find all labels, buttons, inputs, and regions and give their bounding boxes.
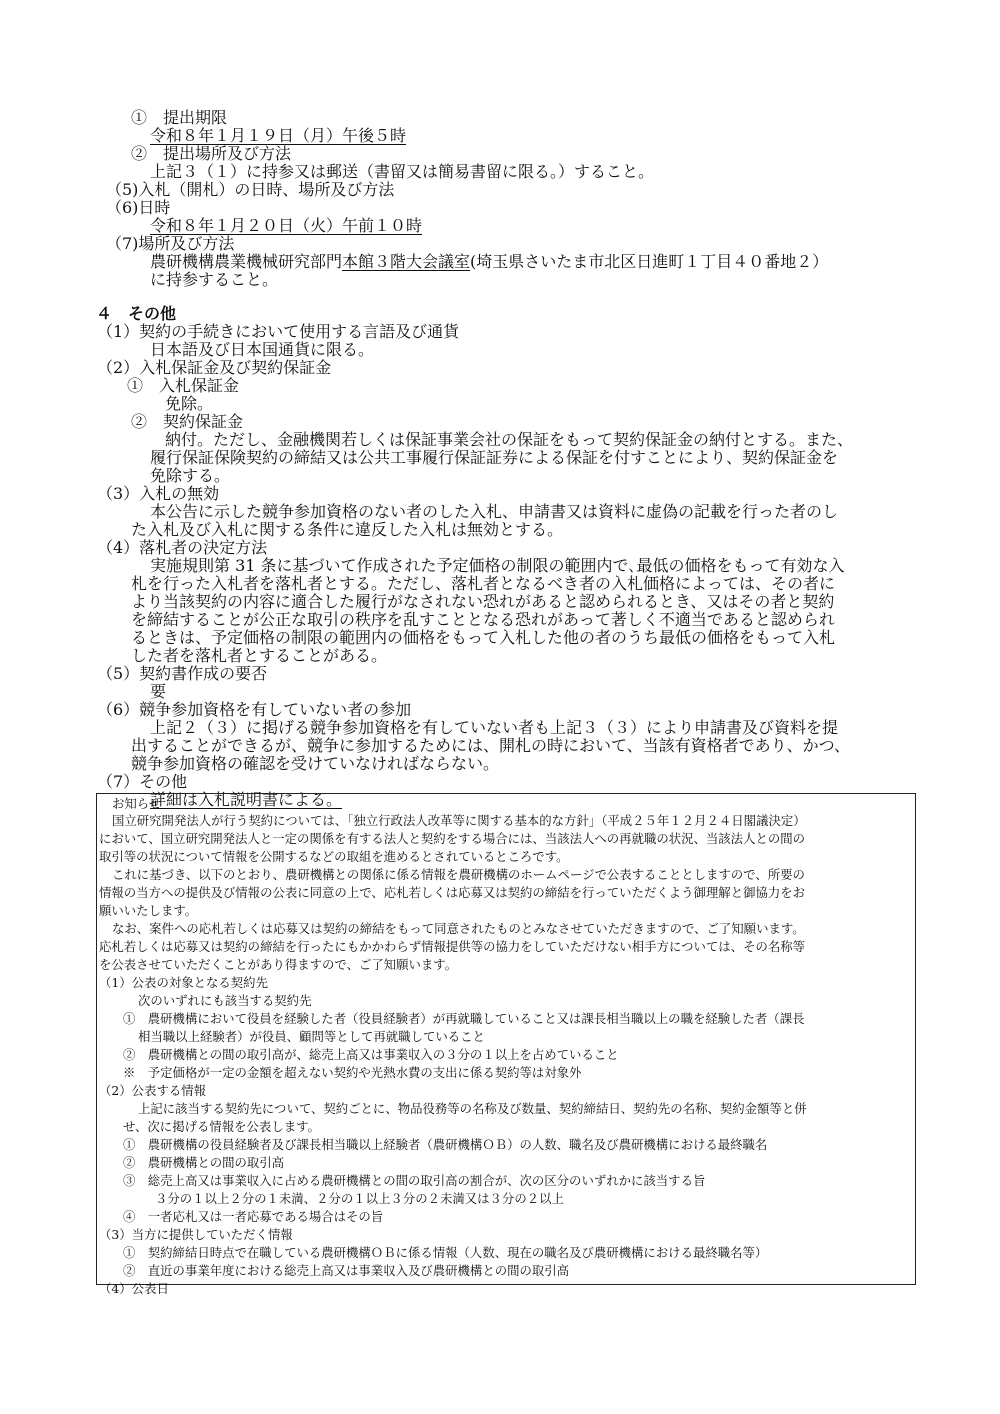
s4-7-heading: （7）その他 [97, 772, 188, 791]
notice-h2-item3-ranges: ３分の１以上２分の１未満、２分の１以上３分の２未満又は３分の２以上 [155, 1191, 564, 1206]
s4-2-b-text-1: 納付。ただし、金融機関若しくは保証事業会社の保証をもって契約保証金の納付とする。また、 [165, 430, 854, 449]
notice-p2-line1: これに基づき、以下のとおり、農研機構との関係に係る情報を農研機構のホームページで公表することとしますので、所要の [112, 867, 805, 882]
notice-h1-note: ※ 予定価格が一定の金額を超えない契約や光熱水費の支出に係る契約等は対象外 [123, 1065, 582, 1080]
s4-6-text-1: 上記２（３）に掲げる競争参加資格を有していない者も上記３（３）により申請書及び資料を提 [150, 718, 839, 737]
notice-h3: （3）当方に提供していただく情報 [99, 1227, 293, 1242]
notice-h4: （4）公表日 [99, 1281, 169, 1296]
s4-4-text-2: 札を行った入札者を落札者とする。ただし、落札者となるべき者の入札価格によっては、その者に [131, 574, 836, 593]
s4-6-text-2: 出することができるが、競争に参加するためには、開札の時において、当該有資格者であり、かつ、 [131, 736, 851, 755]
notice-h1-item2: ② 農研機構との間の取引高が、総売上高又は事業収入の３分の１以上を占めていること [123, 1047, 619, 1062]
item-submission-place-heading: ② 提出場所及び方法 [131, 144, 292, 163]
s4-1-heading: （1）契約の手続きにおいて使用する言語及び通貨 [97, 322, 460, 341]
bid-opening-heading: （5)入札（開札）の日時、場所及び方法 [106, 180, 395, 199]
item-deadline-heading: ① 提出期限 [131, 108, 228, 127]
notice-h2-item3: ③ 総売上高又は事業収入に占める農研機構との間の取引高の割合が、次の区分のいずれかに該当する旨 [123, 1173, 706, 1188]
s4-3-text-1: 本公告に示した競争参加資格のない者のした入札、申請書又は資料に虚偽の記載を行った者のし [150, 502, 839, 521]
notice-h2-item1: ① 農研機構の役員経験者及び課長相当職以上経験者（農研機構ＯＢ）の人数、職名及び農研機構における最終職名 [123, 1137, 768, 1152]
place-org: 農研機構農業機械研究部門 [150, 252, 343, 271]
section-4-title: ４ その他 [96, 304, 177, 323]
s4-4-heading: （4）落札者の決定方法 [97, 538, 268, 557]
s4-7-text: 詳細は入札説明書による。 [150, 790, 343, 809]
place-address: (埼玉県さいたま市北区日進町１丁目４０番地２） [470, 252, 829, 271]
notice-title: お知らせ [112, 796, 162, 811]
notice-p3-line1: なお、案件への応札若しくは応募又は契約の締結をもって同意されたものとみなさせていただきますので、ご了知願います。 [112, 921, 805, 936]
s4-4-text-3: より当該契約の内容に適合した履行がなされない恐れがあると認められるとき、又はその者と契約 [131, 592, 835, 611]
notice-p3-line3: を公表させていただくことがあり得ますので、ご了知願います。 [99, 957, 458, 972]
s4-1-text: 日本語及び日本国通貨に限る。 [150, 340, 375, 359]
notice-p3-line2: 応札若しくは応募又は契約の締結を行ったにもかかわらず情報提供等の協力をしていただけない相手方については、その名称等 [99, 939, 806, 954]
notice-h1-item1-line2: 相当職以上経験者）が役員、顧問等として再就職していること [138, 1029, 485, 1044]
notice-h2-item4: ④ 一者応札又は一者応募である場合はその旨 [123, 1209, 384, 1224]
s4-5-text: 要 [150, 682, 167, 701]
s4-2-heading: （2）入札保証金及び契約保証金 [97, 358, 332, 377]
s4-2-b-text-3: 免除する。 [150, 466, 231, 485]
bring-instruction: に持参すること。 [150, 270, 279, 289]
s4-6-text-3: 競争参加資格の確認を受けていなければならない。 [131, 754, 500, 773]
s4-4-text-4: を締結することが公正な取引の秩序を乱すこととなる恐れがあって著しく不適当であると認められ [131, 610, 835, 629]
place-text [150, 253, 828, 270]
notice-h2-text-line2: せ、次に掲げる情報を公表します。 [123, 1119, 320, 1134]
s4-2-a-heading: ① 入札保証金 [127, 376, 240, 395]
s4-2-b-text-2: 履行保証保険契約の締結又は公共工事履行保証証券による保証を付すことにより、契約保証金を [150, 448, 839, 467]
notice-p1-line3: 取引等の状況について情報を公開するなどの取組を進めるとされているところです。 [99, 849, 569, 864]
s4-3-text-2: た入札及び入札に関する条件に違反した入札は無効とする。 [131, 520, 564, 539]
notice-h2-text-line1: 上記に該当する契約先について、契約ごとに、物品役務等の名称及び数量、契約締結日、契約先の名称、契約金額等と併 [138, 1101, 807, 1116]
s4-4-text-1: 実施規則第 31 条に基づいて作成された予定価格の制限の範囲内で､最低の価格をもって有効な入 [150, 556, 845, 575]
place-method-heading: （7)場所及び方法 [106, 234, 235, 253]
opening-date: 令和８年１月２０日（火）午前１０時 [150, 216, 423, 235]
s4-5-heading: （5）契約書作成の要否 [97, 664, 268, 683]
s4-4-text-5: るときは、予定価格の制限の範囲内の価格をもって入札した他の者のうち最低の価格をもって入札 [131, 628, 836, 647]
datetime-heading: （6)日時 [106, 198, 171, 217]
deadline-date: 令和８年１月１９日（月）午後５時 [150, 126, 407, 145]
notice-h2-item2: ② 農研機構との間の取引高 [123, 1155, 285, 1170]
s4-4-text-6: した者を落札者とすることがある。 [131, 646, 388, 665]
s4-2-a-text: 免除。 [165, 394, 214, 413]
s4-2-b-heading: ② 契約保証金 [131, 412, 244, 431]
place-room: 本館３階大会議室 [342, 252, 471, 271]
notice-h3-item1: ① 契約締結日時点で在職している農研機構ＯＢに係る情報（人数、現在の職名及び農研機構における最終職名等） [123, 1245, 768, 1260]
notice-h2: （2）公表する情報 [99, 1083, 207, 1098]
notice-p2-line3: 願いいたします。 [99, 903, 198, 918]
s4-3-heading: （3）入札の無効 [97, 484, 220, 503]
notice-p1-line1: 国立研究開発法人が行う契約については、「独立行政法人改革等に関する基本的な方針」（平成２５年１２月２４日閣議決定） [112, 813, 806, 828]
notice-h3-item2: ② 直近の事業年度における総売上高又は事業収入及び農研機構との間の取引高 [123, 1263, 570, 1278]
submission-method-text: 上記３（１）に持参又は郵送（書留又は簡易書留に限る。）すること。 [150, 162, 655, 181]
notice-h1-text: 次のいずれにも該当する契約先 [138, 993, 312, 1008]
s4-6-heading: （6）競争参加資格を有していない者の参加 [97, 700, 412, 719]
notice-p2-line2: 情報の当方への提供及び情報の公表に同意の上で、応札若しくは応募又は契約の締結を行っていただくよう御理解と御協力をお [99, 885, 806, 900]
notice-p1-line2: において、国立研究開発法人と一定の関係を有する法人と契約をする場合には、当該法人への再就職の状況、当該法人との間の [99, 831, 806, 846]
notice-h1-item1-line1: ① 農研機構において役員を経験した者（役員経験者）が再就職していること又は課長相当職以上の職を経験した者（課長 [123, 1011, 805, 1026]
notice-h1: （1）公表の対象となる契約先 [99, 975, 268, 990]
